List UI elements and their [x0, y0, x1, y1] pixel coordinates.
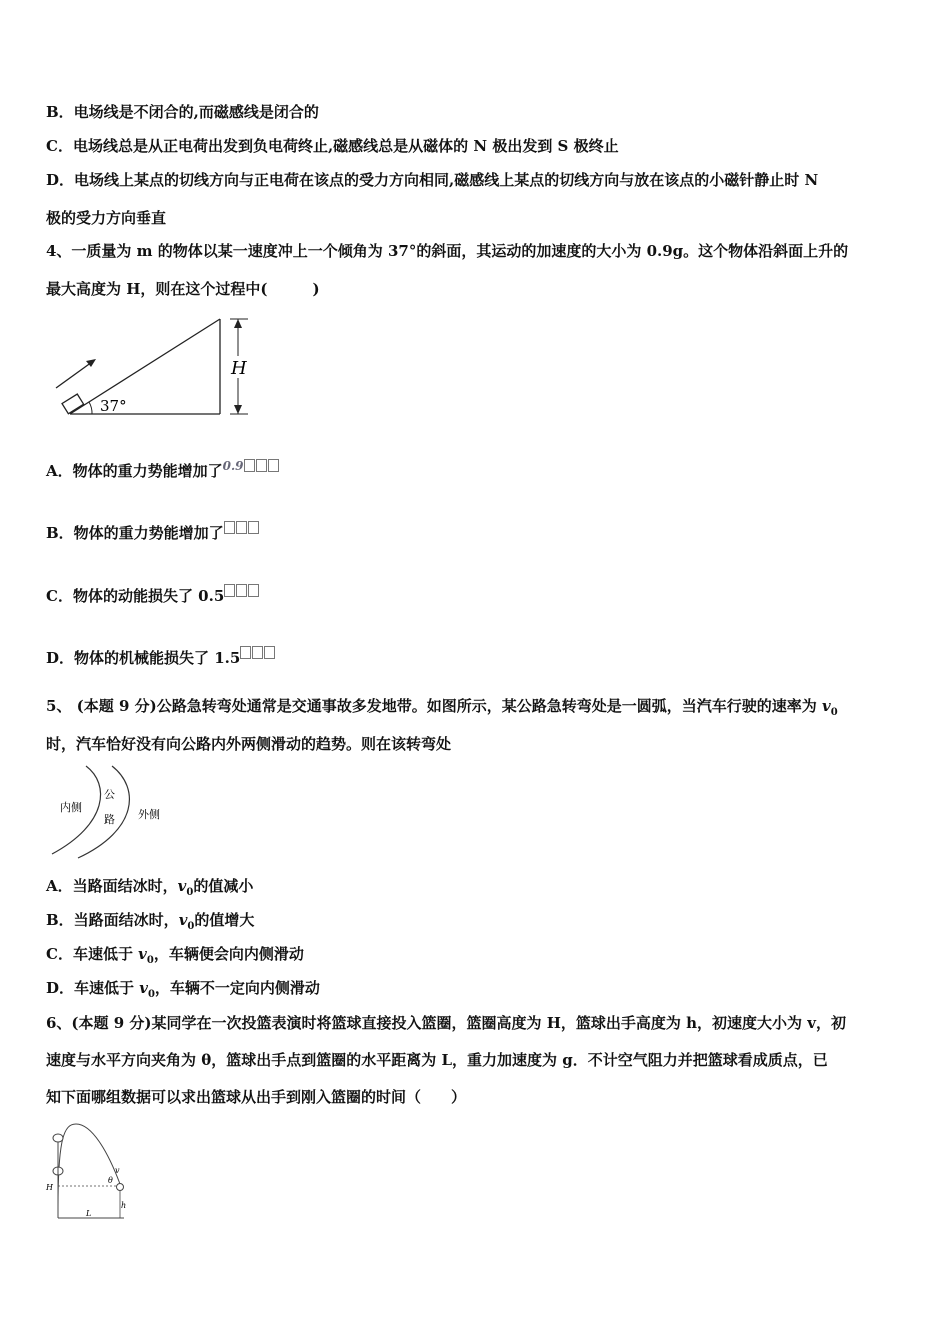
q5-option-b: B．当路面结冰时，$v_0$的值增大 [46, 911, 255, 932]
q4-option-d [46, 646, 910, 668]
q4-stem-line2: 最大高度为 H，则在这个过程中( ) [46, 280, 320, 298]
q5-stem-line2: 时，汽车恰好没有向公路内外两侧滑动的趋势。则在该转弯处 [46, 735, 452, 753]
q5-stem-line1 [46, 696, 910, 723]
q5-option-a: A．当路面结冰时，$v_0$的值减小 [46, 877, 254, 898]
q4-option-a-text: A．物体的重力势能增加了 [46, 462, 223, 480]
q5-stem-text: 5、 (本题 9 分)公路急转弯处通常是交通事故多发地带。如图所示，某公路急转弯处是一圆弧，当汽车行驶的速率为 [46, 697, 822, 715]
q5-option-d: D．车速低于 $v_0$，车辆不一定向内侧滑动 [46, 979, 320, 1000]
q5-option-c: C．车速低于 $v_0$，车辆便会向内侧滑动 [46, 945, 304, 966]
hoop-height-label: H [46, 1183, 53, 1192]
theta-label: θ [108, 1176, 113, 1185]
q3-option-b: B．电场线是不闭合的,而磁感线是闭合的 [46, 103, 319, 121]
missing-glyph-icon [264, 646, 275, 659]
road-label-2: 路 [104, 813, 115, 826]
q4-option-d-text: D．物体的机械能损失了 1.5 [46, 649, 241, 667]
road-label-1: 公 [104, 788, 115, 801]
block [62, 394, 84, 414]
q4-option-c-text: C．物体的动能损失了 0.5 [46, 587, 225, 605]
angle-label: 37° [100, 397, 127, 415]
road-outer-curve [78, 766, 129, 858]
q4-option-b-text: B．物体的重力势能增加了 [46, 524, 224, 542]
q4-option-a [46, 456, 910, 481]
missing-glyph-icon [248, 521, 259, 534]
q4-option-a-formula: 0.9 [222, 459, 244, 473]
q3-option-d-line1: D．电场线上某点的切线方向与正电荷在该点的受力方向相同,磁感线上某点的切线方向与放在该点的小磁针静止时 N [46, 171, 819, 189]
missing-glyph-icon [252, 646, 263, 659]
q4-incline-figure [48, 310, 268, 420]
q6-stem-line1: 6、(本题 9 分)某同学在一次投篮表演时将篮球直接投入篮圈，篮圈高度为 H，篮球出手高度为 h，初速度大小为 v，初 [46, 1014, 846, 1032]
q5-v-symbol: v [821, 697, 831, 715]
velocity-label: v [115, 1166, 120, 1175]
ball-trajectory [58, 1124, 120, 1208]
dim-arrow-bottom [234, 405, 242, 414]
q6-stem-line3: 知下面哪组数据可以求出篮球从出手到刚入篮圈的时间（ ） [46, 1088, 467, 1106]
missing-glyph-icon [236, 584, 247, 597]
q6-basketball-figure [42, 1120, 142, 1224]
q3-option-d-line2: 极的受力方向垂直 [46, 209, 167, 227]
missing-glyph-icon [268, 459, 279, 472]
angle-arc [89, 402, 92, 414]
missing-glyph-icon [244, 459, 255, 472]
q5-v-subscript: 0 [830, 707, 838, 718]
dim-arrow-top [234, 319, 242, 328]
arrow-shaft [56, 362, 92, 388]
q4-option-b [46, 521, 910, 543]
ball-icon [117, 1184, 124, 1191]
q4-option-c [46, 584, 910, 606]
q5-road-figure [48, 762, 178, 862]
missing-glyph-icon [256, 459, 267, 472]
missing-glyph-icon [240, 646, 251, 659]
missing-glyph-icon [248, 584, 259, 597]
incline-slope [70, 319, 220, 414]
hoop-top-icon [53, 1134, 63, 1142]
inner-side-label: 内侧 [60, 801, 82, 814]
missing-glyph-icon [236, 521, 247, 534]
missing-glyph-icon [224, 521, 235, 534]
q3-option-c: C．电场线总是从正电荷出发到负电荷终止,磁感线总是从磁体的 N 极出发到 S 极终止 [46, 137, 619, 155]
q4-stem-line1: 4、一质量为 m 的物体以某一速度冲上一个倾角为 37°的斜面，其运动的加速度的大小为 0.9g。这个物体沿斜面上升的 [46, 242, 849, 260]
distance-label: L [86, 1209, 92, 1218]
q6-stem-line2: 速度与水平方向夹角为 θ，篮球出手点到篮圈的水平距离为 L，重力加速度为 g．不计空气阻力并把篮球看成质点，已 [46, 1051, 828, 1069]
missing-glyph-icon [224, 584, 235, 597]
release-height-label: h [121, 1201, 127, 1210]
height-label: H [231, 358, 247, 379]
outer-side-label: 外侧 [138, 808, 160, 821]
